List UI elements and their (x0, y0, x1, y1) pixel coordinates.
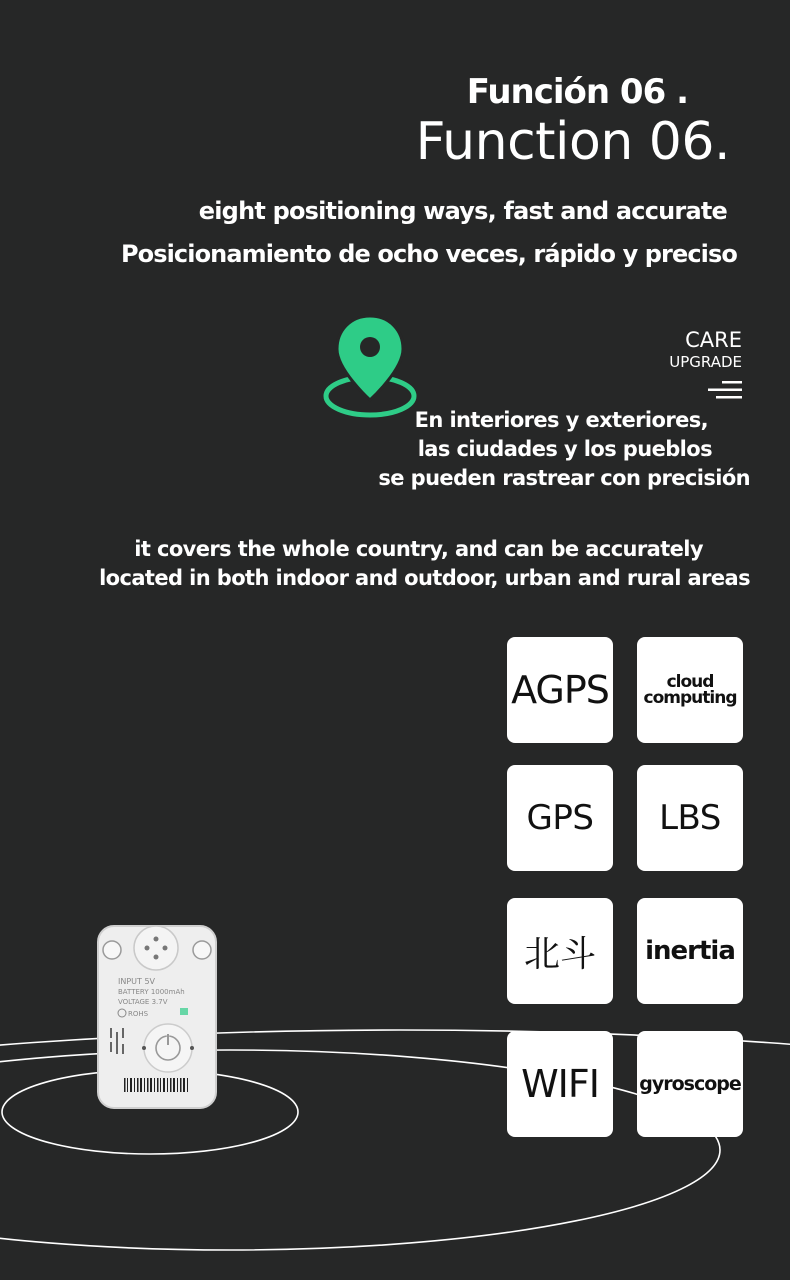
description-en-line1: it covers the whole country, and can be accurately (134, 537, 703, 561)
title-spanish: Función 06 . (466, 72, 688, 112)
subtitle-spanish: Posicionamiento de ocho veces, rápido y preciso (120, 240, 737, 268)
description-es-line1: En interiores y exteriores, (414, 408, 708, 432)
title-english: Function 06. (415, 112, 730, 172)
tile-gyroscope-label: gyroscope (639, 1073, 741, 1095)
subtitle-english: eight positioning ways, fast and accurate (198, 197, 727, 225)
description-es-line3: se pueden rastrear con precisión (378, 466, 750, 490)
tile-beidou-label: 北斗 (523, 933, 596, 975)
badge-upgrade: UPGRADE (669, 353, 742, 371)
tile-cloud-computing (637, 637, 743, 743)
tracker-device (96, 924, 218, 1110)
device-input-label: INPUT 5V (118, 977, 156, 986)
tile-agps-label: AGPS (511, 668, 609, 712)
menu-lines-icon (708, 381, 742, 399)
tile-wifi (507, 1031, 613, 1137)
location-pin-icon (320, 312, 420, 420)
tile-inertia-label: inertia (645, 936, 735, 966)
description-es-line2: las ciudades y los pueblos (417, 437, 712, 461)
tile-inertia (637, 898, 743, 1004)
badge-care: CARE (685, 328, 742, 352)
description-spanish (300, 406, 750, 493)
description-english (0, 535, 750, 593)
tile-cloud-label-2: computing (643, 688, 737, 708)
tile-cloud-label-1: cloud (666, 672, 714, 692)
device-voltage-label: VOLTAGE 3.7V (118, 998, 168, 1006)
tile-beidou (507, 898, 613, 1004)
tile-lbs (637, 765, 743, 871)
tile-gps-label: GPS (526, 798, 594, 838)
tile-agps (507, 637, 613, 743)
tile-gyroscope (637, 1031, 743, 1137)
description-en-line2: located in both indoor and outdoor, urban and rural areas (99, 566, 750, 590)
tile-gps (507, 765, 613, 871)
tile-lbs-label: LBS (659, 798, 721, 838)
device-battery-label: BATTERY 1000mAh (118, 988, 185, 996)
device-rohs-label: ROHS (128, 1010, 149, 1018)
tile-wifi-label: WIFI (521, 1062, 599, 1106)
